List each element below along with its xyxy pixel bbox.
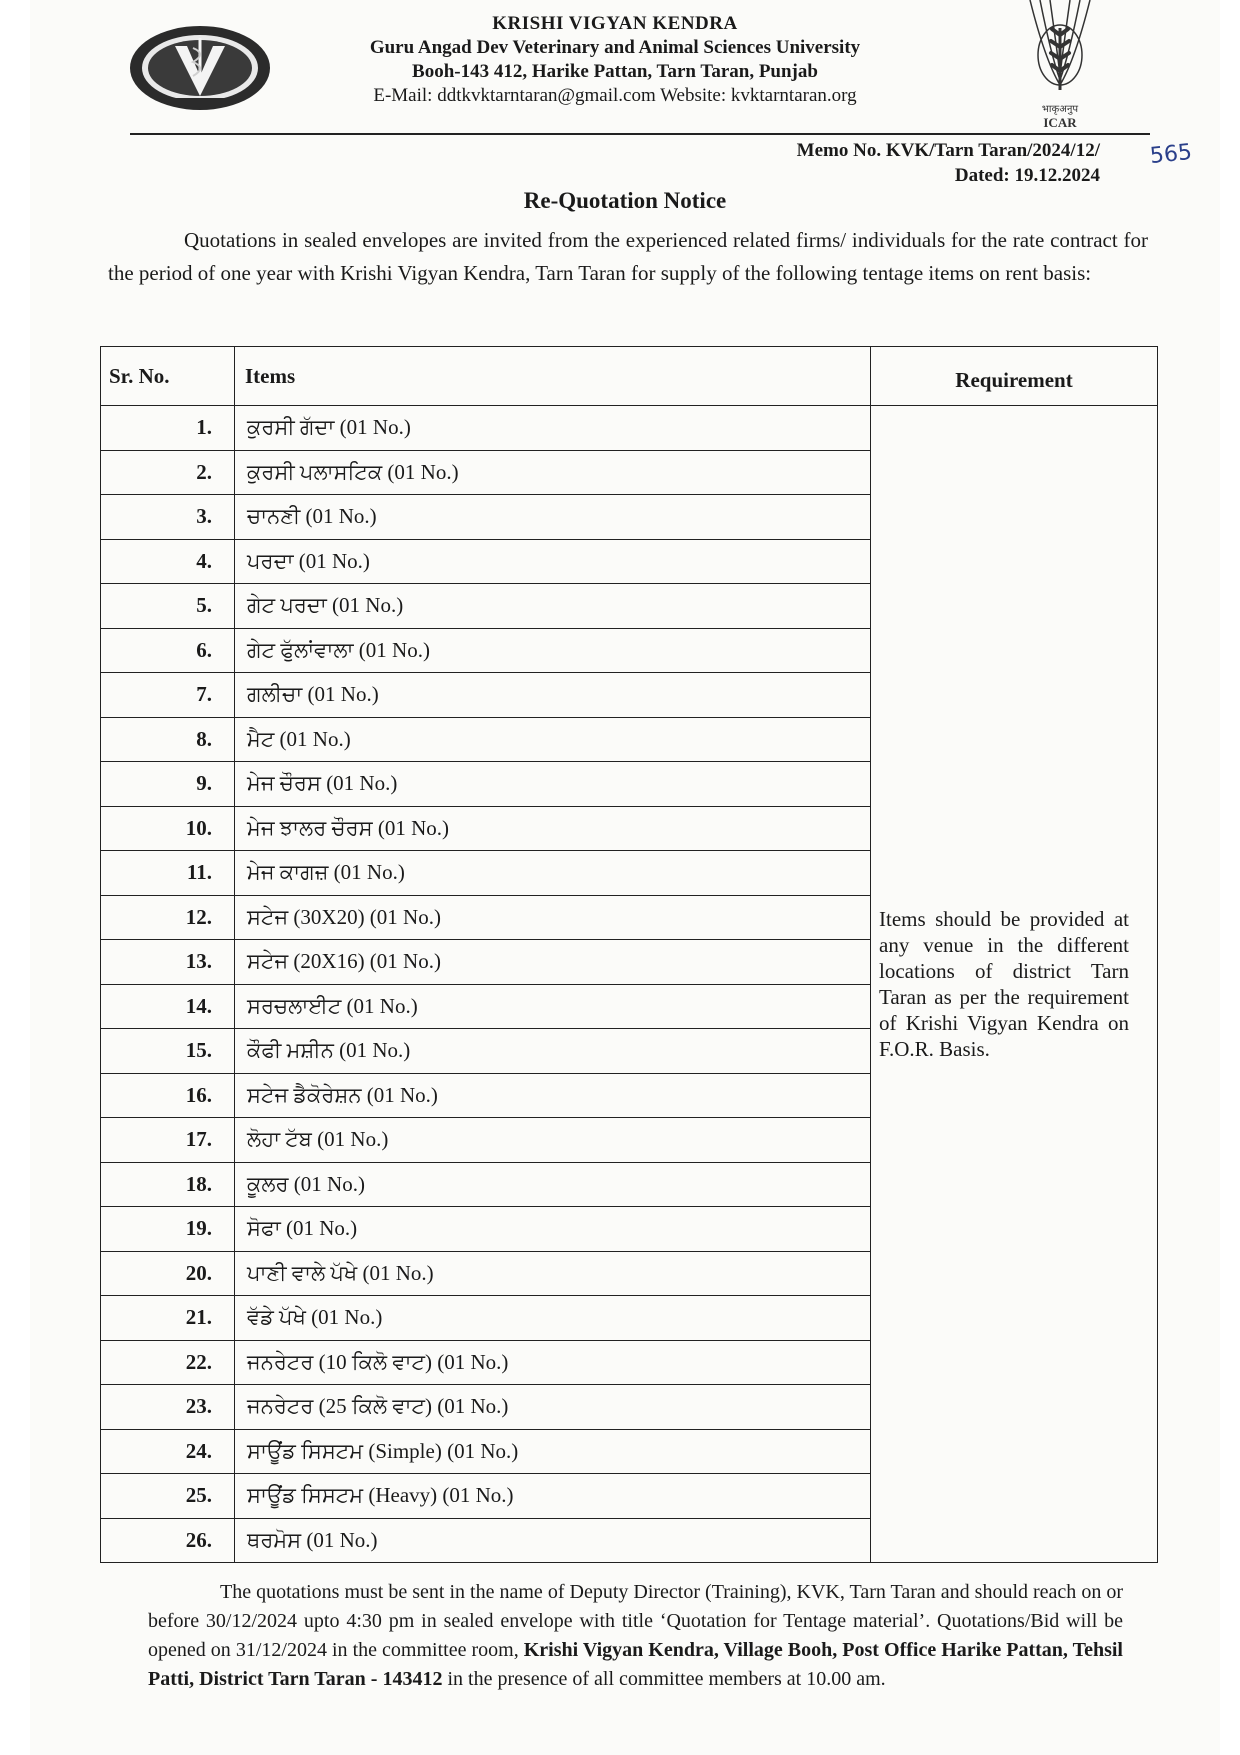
item-cell: ਲੋਹਾ ਟੱਬ (01 No.) [235,1118,871,1163]
item-cell: ਗੇਟ ਫੁੱਲਾਂਵਾਲਾ (01 No.) [235,628,871,673]
sr-no-cell: 8. [101,717,235,762]
footer-bold-address: Krishi Vigyan Kendra, Village Booh, Post Office Harike Pattan, Tehsil Patti, District Tarn Taran - 143412 [148,1639,1123,1690]
sr-no-cell: 2. [101,450,235,495]
sr-no-cell: 18. [101,1162,235,1207]
sr-no-cell: 9. [101,762,235,807]
footer-text-1: The quotations must be sent in the name of Deputy Director (Training), KVK, Tarn Taran and should reach on or before 30/12/2024 upto 4:30 pm in sealed envelope with title ‘Quotation for Tentage material’. Quotations/Bid will be opened on 31/12/2024 in the committee room, [148,1581,1123,1661]
sr-no-cell: 5. [101,584,235,629]
intro-paragraph [108,224,1148,290]
item-cell: ਸਟੇਜ (30X20) (01 No.) [235,895,871,940]
item-cell: ਸਟੇਜ (20X16) (01 No.) [235,940,871,985]
item-cell: ਸਰਚਲਾਈਟ (01 No.) [235,984,871,1029]
item-cell: ਗੇਟ ਪਰਦਾ (01 No.) [235,584,871,629]
contact-line: E-Mail: ddtkvktarntaran@gmail.com Website: kvktarntaran.org [373,85,857,106]
header-divider [130,133,1150,135]
icar-hindi-caption: भाकृअनुप [1041,104,1079,115]
sr-no-cell: 1. [101,406,235,451]
item-cell: ਕੌਫੀ ਮਸ਼ੀਨ (01 No.) [235,1029,871,1074]
sr-no-cell: 11. [101,851,235,896]
org-name: KRISHI VIGYAN KENDRA [492,13,738,34]
header-sr-no: Sr. No. [101,347,235,406]
sr-no-cell: 15. [101,1029,235,1074]
footer-paragraph [148,1578,1123,1694]
item-cell: ਵੱਡੇ ਪੱਖੇ (01 No.) [235,1296,871,1341]
item-cell: ਪਾਣੀ ਵਾਲੇ ਪੱਖੇ (01 No.) [235,1251,871,1296]
table-header-row [101,347,1158,406]
sr-no-cell: 17. [101,1118,235,1163]
university-name: Guru Angad Dev Veterinary and Animal Sciences University [369,37,861,58]
items-table [100,346,1158,1563]
sr-no-cell: 12. [101,895,235,940]
item-cell: ਮੇਜ ਚੌਰਸ (01 No.) [235,762,871,807]
item-cell: ਮੇਜ ਝਾਲਰ ਚੌਰਸ (01 No.) [235,806,871,851]
memo-number: Memo No. KVK/Tarn Taran/2024/12/ [796,140,1100,161]
item-cell: ਸੋਫਾ (01 No.) [235,1207,871,1252]
footer-text-2: in the presence of all committee members at 10.00 am. [442,1668,886,1690]
handwritten-memo-number: 565 [1148,139,1194,170]
sr-no-cell: 16. [101,1073,235,1118]
sr-no-cell: 4. [101,539,235,584]
sr-no-cell: 22. [101,1340,235,1385]
sr-no-cell: 10. [101,806,235,851]
sr-no-cell: 7. [101,673,235,718]
sr-no-cell: 25. [101,1474,235,1519]
item-cell: ਮੇਜ ਕਾਗਜ਼ (01 No.) [235,851,871,896]
icar-caption: ICAR [1043,115,1077,130]
icar-logo-icon [1015,0,1105,140]
address: Booh-143 412, Harike Pattan, Tarn Taran, Punjab [412,61,818,82]
item-cell: ਚਾਨਣੀ (01 No.) [235,495,871,540]
table-row [101,406,1158,451]
memo-block [797,138,1100,188]
item-cell: ਸਟੇਜ ਡੈਕੋਰੇਸ਼ਨ (01 No.) [235,1073,871,1118]
table-body [101,406,1158,1563]
item-cell: ਪਰਦਾ (01 No.) [235,539,871,584]
sr-no-cell: 21. [101,1296,235,1341]
item-cell: ਗਲੀਚਾ (01 No.) [235,673,871,718]
sr-no-cell: 13. [101,940,235,985]
sr-no-cell: 3. [101,495,235,540]
item-cell: ਮੈਟ (01 No.) [235,717,871,762]
notice-title: Re-Quotation Notice [523,188,727,213]
item-cell: ਸਾਊਂਡ ਸਿਸਟਮ (Heavy) (01 No.) [235,1474,871,1519]
sr-no-cell: 14. [101,984,235,1029]
header-items: Items [235,347,871,406]
sr-no-cell: 23. [101,1385,235,1430]
university-logo-icon [125,18,275,118]
sr-no-cell: 19. [101,1207,235,1252]
requirement-text: Items should be provided at any venue in the different locations of district Tarn Taran as per the requirement of Krishi Vigyan Kendra on F.O.R. Basis. [879,907,1129,1061]
item-cell: ਕੁਰਸੀ ਗੱਦਾ (01 No.) [235,406,871,451]
item-cell: ਜਨਰੇਟਰ (10 ਕਿਲੋ ਵਾਟ) (01 No.) [235,1340,871,1385]
header-requirement: Requirement [871,347,1158,406]
sr-no-cell: 20. [101,1251,235,1296]
item-cell: ਥਰਮੋਸ (01 No.) [235,1518,871,1563]
sr-no-cell: 26. [101,1518,235,1563]
item-cell: ਕੂਲਰ (01 No.) [235,1162,871,1207]
item-cell: ਕੁਰਸੀ ਪਲਾਸਟਿਕ (01 No.) [235,450,871,495]
sr-no-cell: 6. [101,628,235,673]
item-cell: ਸਾਊਂਡ ਸਿਸਟਮ (Simple) (01 No.) [235,1429,871,1474]
sr-no-cell: 24. [101,1429,235,1474]
memo-date: Dated: 19.12.2024 [954,165,1100,186]
item-cell: ਜਨਰੇਟਰ (25 ਕਿਲੋ ਵਾਟ) (01 No.) [235,1385,871,1430]
intro-text: Quotations in sealed envelopes are invited from the experienced related firms/ individuals for the rate contract for the period of one year with Krishi Vigyan Kendra, Tarn Taran for supply of the following tentage items on rent basis: [108,228,1148,285]
document-page [30,0,1220,1755]
letterhead [270,12,960,108]
requirement-cell [871,406,1158,1563]
